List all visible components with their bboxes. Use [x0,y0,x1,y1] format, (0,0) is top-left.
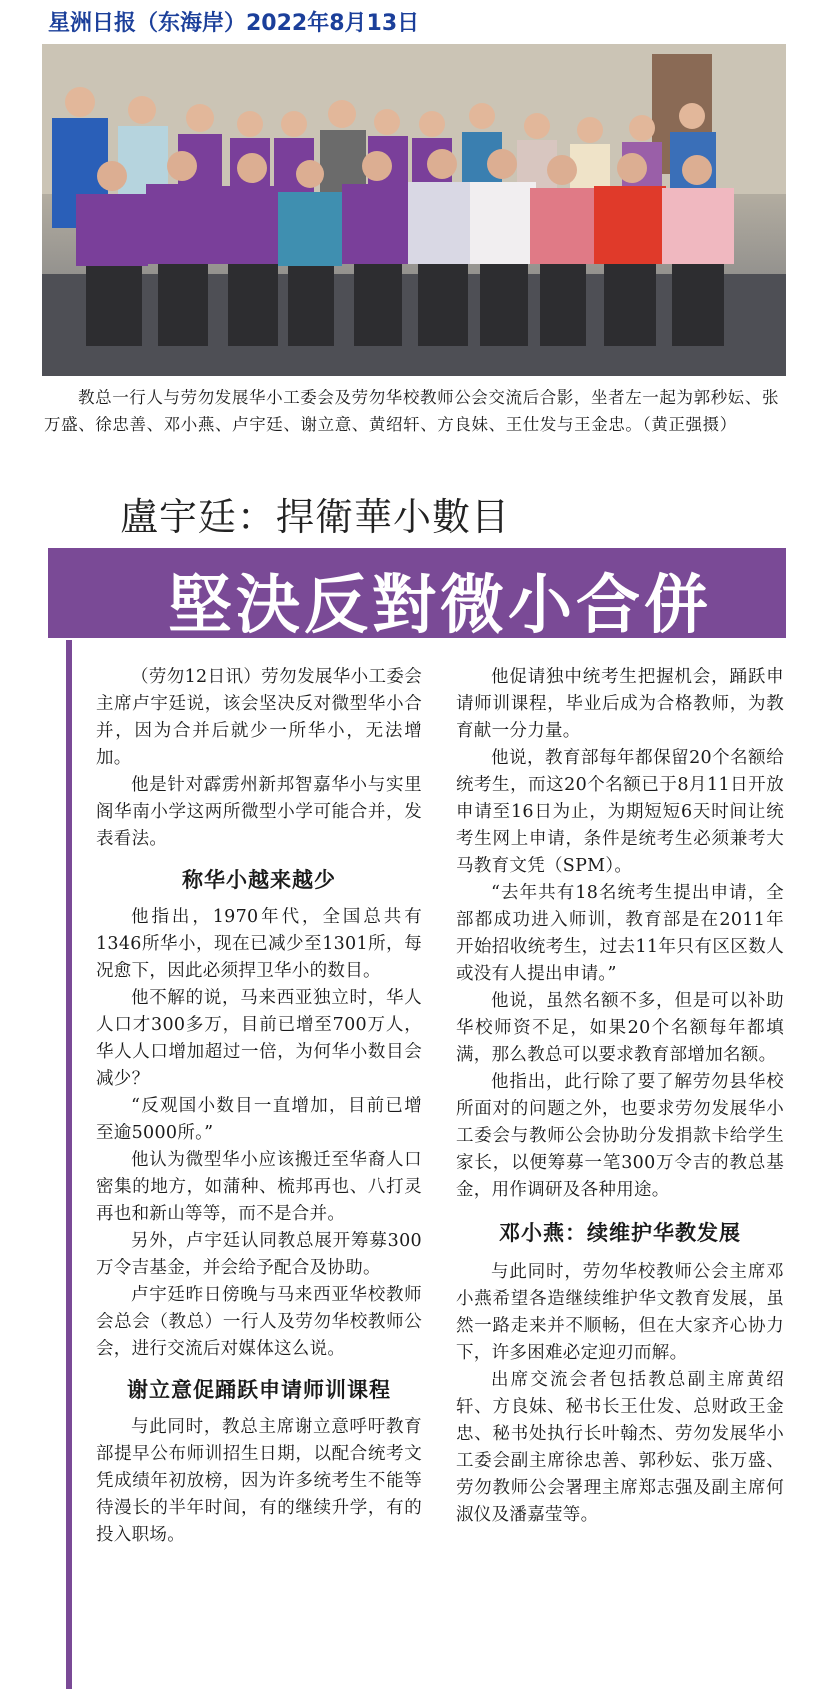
article-column-2 [456,664,784,1529]
article-side-rule [66,640,72,1689]
paragraph: 他是针对霹雳州新邦智嘉华小与实里阁华南小学这两所微型小学可能合并，发表看法。 [96,775,422,849]
paragraph: 卢宇廷昨日傍晚与马来西亚华校教师会总会（教总）一行人及劳勿华校教师公会，进行交流后对媒体这么说。 [96,1285,422,1359]
masthead: 星洲日报（东海岸）2022年8月13日 [48,11,420,36]
paragraph: 他认为微型华小应该搬迁至华裔人口密集的地方，如蒲种、梳邦再也、八打灵再也和新山等等，而不是合并。 [96,1150,422,1224]
paragraph: 与此同时，劳勿华校教师公会主席邓小燕希望各造继续维护华文教育发展，虽然一路走来并不顺畅，但在大家齐心协力下，许多困难必定迎刃而解。 [456,1262,784,1363]
paragraph: 他促请独中统考生把握机会，踊跃申请师训课程，毕业后成为合格教师，为教育献一分力量。 [456,667,784,741]
paragraph: 他说，教育部每年都保留20个名额给统考生，而这20个名额已于8月11日开放申请至16日为止，为期短短6天时间让统考生网上申请，条件是统考生必须兼考大马教育文凭（SPM）。 [456,748,784,876]
paragraph: 他说，虽然名额不多，但是可以补助华校师资不足，如果20个名额每年都填满，那么教总可以要求教育部增加名额。 [456,991,784,1065]
main-headline: 堅決反對微小合併 [168,569,712,643]
paragraph: 出席交流会者包括教总副主席黄绍轩、方良妹、秘书长王仕发、总财政王金忠、秘书处执行长叶翰杰、劳勿发展华小工委会副主席徐忠善、郭秒妘、张万盛、劳勿教师公会署理主席郑志强及副主席何淑仪及潘嘉莹等。 [456,1370,784,1525]
headline-banner [48,548,786,643]
article-column-1 [96,664,422,1549]
group-photo-illustration [42,44,786,376]
paragraph: “反观国小数目一直增加，目前已增至逾5000所。” [96,1096,422,1143]
paragraph: 他不解的说，马来西亚独立时，华人人口才300多万，目前已增至700万人，华人人口增加超过一倍，为何华小数目会减少？ [96,988,422,1089]
paragraph: 他指出，此行除了要了解劳勿县华校所面对的问题之外，也要求劳勿发展华小工委会与教师公会协助分发捐款卡给学生家长，以便筹募一笔300万令吉的教总基金，用作调研及各种用途。 [456,1072,784,1200]
photo-caption: 教总一行人与劳勿发展华小工委会及劳勿华校教师公会交流后合影，坐者左一起为郭秒妘、张万盛、徐忠善、邓小燕、卢宇廷、谢立意、黄绍轩、方良妹、王仕发与王金忠。（黄正强摄） [44,388,780,434]
paragraph: 与此同时，教总主席谢立意呼吁教育部提早公布师训招生日期，以配合统考文凭成绩年初放榜，因为许多统考生不能等待漫长的半年时间，有的继续升学，有的投入职场。 [96,1417,422,1545]
paragraph: 他指出，1970年代，全国总共有1346所华小，现在已减少至1301所，每况愈下，因此必须捍卫华小的数目。 [96,907,422,981]
paragraph: （劳勿12日讯）劳勿发展华小工委会主席卢宇廷说，该会坚决反对微型华小合并，因为合并后就少一所华小，无法增加。 [96,667,422,768]
subheading: 谢立意促踊跃申请师训课程 [127,1378,391,1402]
kicker-headline: 盧宇廷：捍衛華小數目 [120,495,511,539]
paragraph: 另外，卢宇廷认同教总展开筹募300万令吉基金，并会给予配合及协助。 [96,1231,422,1278]
group-photo [42,44,786,376]
paragraph: “去年共有18名统考生提出申请，全部都成功进入师训，教育部是在2011年开始招收统考生，过去11年只有区区数人或没有人提出申请。” [456,883,784,984]
subheading: 邓小燕：续维护华教发展 [499,1221,741,1245]
subheading: 称华小越来越少 [182,868,336,892]
